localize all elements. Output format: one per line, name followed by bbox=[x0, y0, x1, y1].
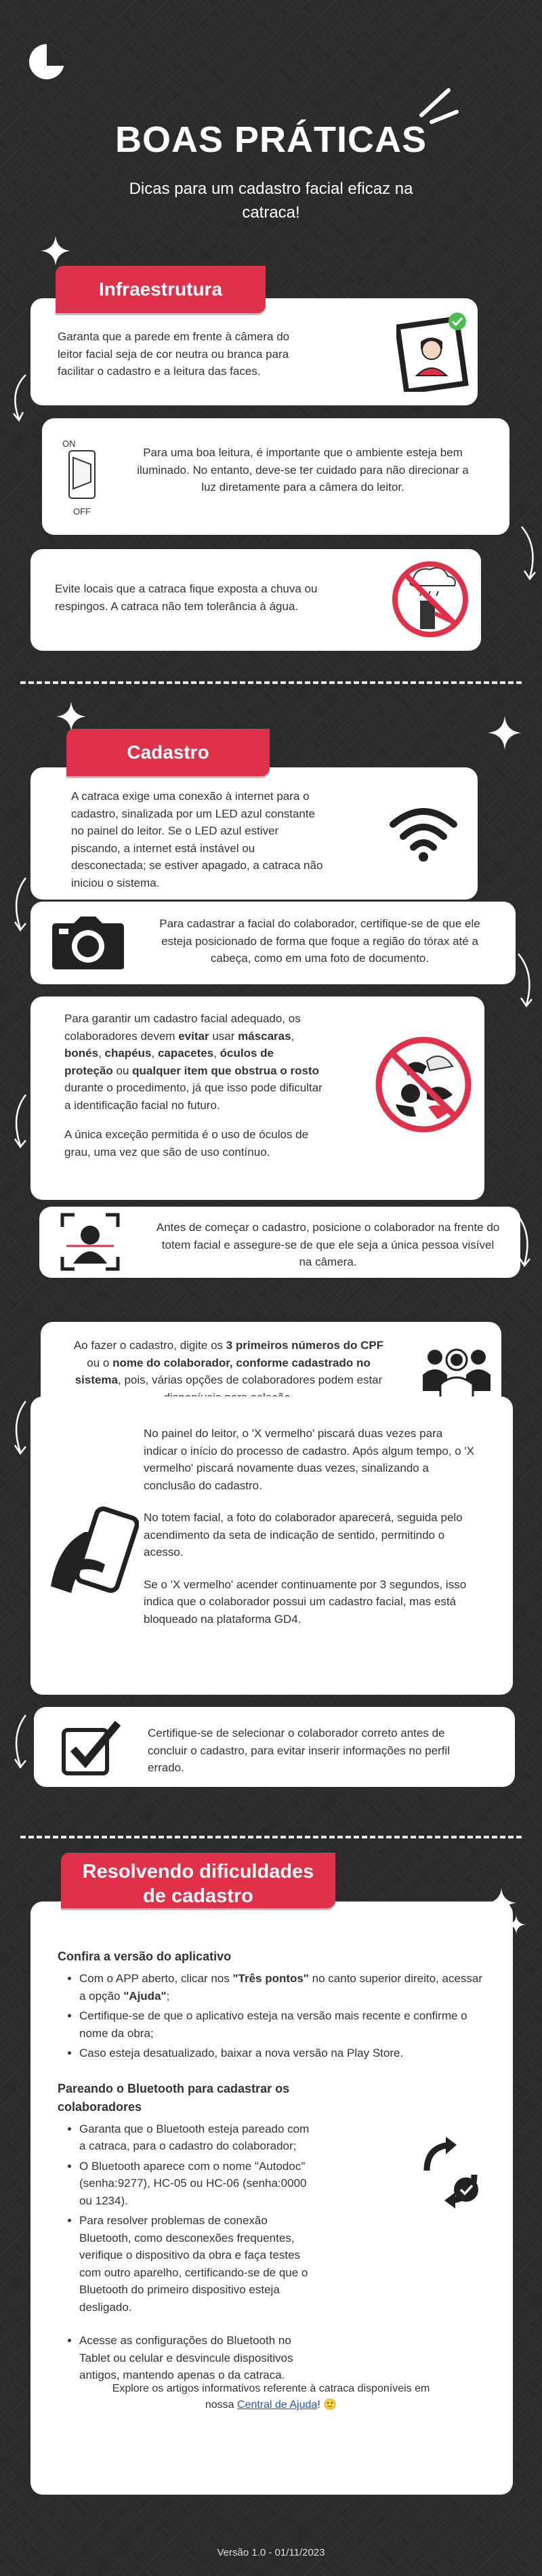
heading-line-2: de cadastro bbox=[143, 1885, 253, 1907]
people-group-icon bbox=[420, 1337, 493, 1405]
section-divider bbox=[20, 681, 522, 684]
cadastro-card-led-p2: No totem facial, a foto do colaborador aparecerá, seguida pelo acendimento da seta de indicação de sentido, permitindo o acesso. bbox=[144, 1511, 463, 1558]
list-item: • Certifique-se de que o aplicativo esteja na versão mais recente e confirme o nome da obra; bbox=[79, 2007, 486, 2042]
curved-arrow-icon bbox=[7, 1712, 34, 1773]
list-item: • Para resolver problemas de conexão Bluetooth, como desconexões frequentes, verifique o dispositivo da obra e faça testes com outro aparelho, certificando-se de que o Bluetooth do primeiro dispositivo esteja desligado. bbox=[79, 2212, 310, 2316]
portrait-frame-icon bbox=[396, 310, 471, 392]
help-center-link[interactable]: Central de Ajuda bbox=[237, 2399, 318, 2411]
infra-card-water bbox=[30, 549, 481, 651]
cadastro-card-position bbox=[39, 1207, 520, 1278]
cadastro-card-photo bbox=[30, 902, 516, 984]
curved-arrow-icon bbox=[512, 950, 539, 1011]
list-item: • Acesse as configurações do Bluetooth no Tablet ou celular e desvincule dispositivos antigos, mantendo apenas o da catraca. bbox=[79, 2332, 310, 2384]
footer-text: Explore os artigos informativos referente à catraca disponíveis em nossa Central de Ajuda! 🙂 bbox=[112, 2383, 430, 2411]
sync-check-icon bbox=[413, 2135, 488, 2210]
heading-line-1: Resolvendo dificuldades bbox=[82, 1861, 314, 1883]
list-item: • Garanta que o Bluetooth esteja pareado com a catraca, para o cadastro do colaborador; bbox=[79, 2120, 310, 2155]
cadastro-card-accessories bbox=[30, 997, 484, 1200]
cadastro-card-photo-text: Para cadastrar a facial do colaborador, certifique-se de que ele esteja posicionado de forma que foque a região do tórax até a cabeça, como em uma foto de documento. bbox=[159, 917, 480, 965]
infra-card-light-text: Para uma boa leitura, é importante que o ambiente esteja bem iluminado. No entanto, deve-se ter cuidado para não direcionar a luz diretamente para a câmera do leitor. bbox=[137, 446, 469, 494]
face-scan-icon bbox=[60, 1212, 121, 1272]
cadastro-card-confirm bbox=[34, 1707, 515, 1787]
no-rain-turnstile-icon bbox=[390, 559, 471, 640]
hand-phone-icon bbox=[44, 1505, 139, 1607]
section-divider bbox=[20, 1836, 522, 1838]
cadastro-card-position-text: Antes de começar o cadastro, posicione o colaborador na frente do totem facial e assegure-se de que ele seja a única pessoa visível na câmera. bbox=[156, 1221, 500, 1268]
star-icon bbox=[41, 236, 70, 266]
cadastro-card-internet bbox=[30, 767, 478, 900]
cadastro-card-led bbox=[30, 1396, 513, 1695]
list-item: • O Bluetooth aparece com o nome "Autodoc" (senha:9277), HC-05 ou HC-06 (senha:0000 ou 1234). bbox=[79, 2158, 310, 2210]
checkbox-icon bbox=[61, 1719, 122, 1776]
logo bbox=[27, 42, 66, 81]
curved-arrow-icon bbox=[515, 523, 542, 584]
switch-on-label: ON bbox=[62, 439, 76, 449]
cadastro-card-accessories-exception: A única exceção permitida é o uso de óculos de grau, uma vez que são de uso contínuo. bbox=[64, 1128, 309, 1159]
star-icon bbox=[488, 716, 522, 750]
cadastro-card-accessories-text: Para garantir um cadastro facial adequado, os colaboradores devem evitar usar máscaras, bonés, chapéus, capacetes, óculos de proteção ou qualquer item que obstrua o rosto durante o procedimento, já que isso pode dificultar a identificação facial no futuro. bbox=[64, 1012, 322, 1112]
section-heading-infraestrutura: Infraestrutura bbox=[56, 266, 266, 313]
section-heading-resolvendo bbox=[61, 1853, 335, 1908]
infra-card-water-text: Evite locais que a catraca fique exposta a chuva ou respingos. A catraca não tem tolerância à água. bbox=[55, 582, 318, 613]
curved-arrow-icon bbox=[5, 371, 33, 426]
cadastro-card-internet-text: A catraca exige uma conexão à internet para o cadastro, sinalizada por um LED azul constante no painel do leitor. Se o LED azul estiver piscando, a internet está instável ou desconectada; se estiver apagado, a catraca não iniciou o sistema. bbox=[71, 790, 323, 889]
curved-arrow-icon bbox=[7, 874, 34, 935]
curved-arrow-icon bbox=[7, 1091, 34, 1152]
version-check-heading: Confira a versão do aplicativo bbox=[58, 1950, 232, 1963]
version-label: Versão 1.0 - 01/11/2023 bbox=[217, 2547, 325, 2558]
switch-off-label: OFF bbox=[73, 506, 91, 517]
cadastro-card-led-p3: Se o 'X vermelho' acender continuamente por 3 segundos, isso indica que o colaborador possui um cadastro facial, mas está bloqueado na plataforma GD4. bbox=[144, 1577, 467, 1626]
version-check-list bbox=[58, 1970, 486, 2062]
list-item: • Caso esteja desatualizado, baixar a nova versão na Play Store. bbox=[79, 2045, 486, 2062]
infra-card-wall bbox=[30, 298, 478, 405]
list-item: • Com o APP aberto, clicar nos "Três pontos" no canto superior direito, acessar a opção "Ajuda"; bbox=[79, 1970, 486, 2005]
bluetooth-heading: Pareando o Bluetooth para cadastrar os colaboradores bbox=[58, 2081, 290, 2114]
infra-card-light bbox=[42, 418, 509, 535]
curved-arrow-icon bbox=[7, 1398, 34, 1459]
wifi-icon bbox=[390, 803, 457, 864]
cadastro-card-led-p1: No painel do leitor, o 'X vermelho' piscará duas vezes para indicar o início do processo de cadastro. Após algum tempo, o 'X vermelho' piscará novamente duas vezes, sinalizando a conclusão do cadastro. bbox=[144, 1427, 475, 1492]
cadastro-card-search-text: Ao fazer o cadastro, digite os 3 primeiros números do CPF ou o nome do colaborador, conforme cadastrado no sistema, pois, várias opções de colaboradores podem estar bbox=[73, 1339, 384, 1386]
infra-card-wall-text: Garanta que a parede em frente à câmera do leitor facial seja de cor neutra ou branca para facilitar o cadastro e a leitura das faces. bbox=[58, 330, 290, 378]
cadastro-card-confirm-text: Certifique-se de selecionar o colaborador correto antes de concluir o cadastro, para evitar inserir informações no perfil errado. bbox=[148, 1727, 450, 1774]
star-icon bbox=[56, 702, 86, 731]
camera-icon bbox=[51, 915, 125, 971]
no-accessories-icon bbox=[373, 1034, 474, 1135]
page-title: BOAS PRÁTICAS bbox=[114, 119, 428, 160]
light-switch-icon bbox=[57, 435, 111, 520]
bluetooth-list bbox=[58, 2120, 310, 2384]
page-subtitle: Dicas para um cadastro facial eficaz na catraca! bbox=[129, 180, 413, 222]
section-heading-cadastro: Cadastro bbox=[66, 729, 270, 776]
